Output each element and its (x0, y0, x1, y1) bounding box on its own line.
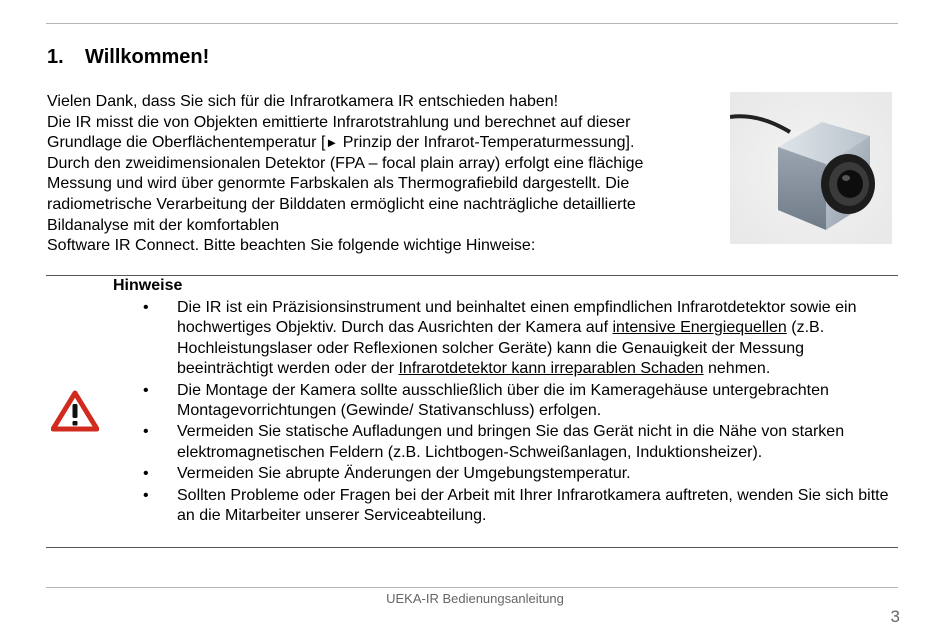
note-text: Vermeiden Sie statische Aufladungen und bringen Sie das Gerät nicht in die Nähe von starken elektromagnetischen Feldern (z.B. Lichtbogen-Schweißanlagen, Induktionsheizer). (177, 423, 845, 461)
intro-line: Software IR Connect. Bitte beachten Sie folgende wichtige Hinweise: (47, 237, 536, 255)
list-item (140, 381, 900, 422)
section-heading (47, 46, 209, 69)
note-text: (z.B. Hochleistungslaser oder Reflexionen solcher Geräte) kann die Genauigkeit der Messung beeinträchtigt werden oder der (177, 319, 825, 378)
notes-title: Hinweise (113, 277, 183, 294)
intro-line: Bildanalyse mit der komfortablen (47, 216, 280, 234)
underlined-text: intensive Energiequellen (612, 319, 787, 337)
intro-line: radiometrische Verarbeitung der Bilddaten ermöglicht eine nachträgliche detaillierte (47, 195, 636, 213)
section-title: Willkommen! (85, 46, 210, 68)
notes-top-rule (46, 275, 898, 276)
list-item (140, 422, 900, 463)
intro-line: Durch den zweidimensionalen Detektor (FPA – focal plain array) erfolgt eine flächige (47, 154, 644, 172)
cross-reference-link[interactable]: Prinzip der Infrarot-Temperaturmessung]. (338, 134, 635, 152)
note-text: Die IR ist ein Präzisionsinstrument und beinhaltet einen empfindlichen Infrarotdetektor sowie ein hochwertiges Objektiv. Durch das Ausrichten der Kamera auf (177, 299, 857, 337)
warning-triangle-icon (51, 390, 99, 432)
arrow-icon: ► (325, 135, 339, 151)
bullet-icon: • (143, 299, 149, 316)
header-rule (46, 23, 898, 24)
list-item (140, 486, 900, 527)
camera-photo (730, 92, 892, 244)
footer-rule (46, 587, 898, 588)
notes-list (140, 298, 900, 527)
section-number: 1. (47, 46, 64, 68)
intro-line: Messung und wird über genormte Farbskalen als Thermografiebild dargestellt. Die (47, 175, 630, 193)
list-item (140, 298, 900, 380)
intro-line: Die IR misst die von Objekten emittierte Infrarotstrahlung und berechnet auf dieser (47, 113, 631, 131)
bullet-icon: • (143, 465, 149, 483)
note-text: nehmen. (703, 360, 771, 378)
underlined-text: Infrarotdetektor kann irreparablen Schaden (398, 360, 704, 378)
intro-paragraph (47, 92, 727, 257)
notes-bottom-rule (46, 547, 898, 548)
bullet-icon: • (143, 423, 149, 441)
note-text: Vermeiden Sie abrupte Änderungen der Umgebungstemperatur. (177, 465, 631, 483)
intro-text: Grundlage die Oberflächentemperatur [ (47, 134, 326, 152)
page-number: 3 (890, 607, 900, 626)
list-item (140, 464, 900, 484)
bullet-icon: • (143, 486, 149, 504)
intro-line: Vielen Dank, dass Sie sich für die Infrarotkamera IR entschieden haben! (47, 93, 559, 110)
note-text: Die Montage der Kamera sollte ausschließlich über die im Kameragehäuse untergebrachten Montagevorrichtungen (Gewinde/ Stativanschluss) erfolgen. (177, 381, 829, 420)
footer-title: UEKA-IR Bedienungsanleitung (386, 591, 564, 606)
note-text: Sollten Probleme oder Fragen bei der Arbeit mit Ihrer Infrarotkamera auftreten, wenden Sie sich bitte an die Mitarbeiter unserer Serviceabteilung. (177, 486, 889, 525)
bullet-icon: • (143, 381, 149, 399)
intro-line (47, 133, 727, 154)
